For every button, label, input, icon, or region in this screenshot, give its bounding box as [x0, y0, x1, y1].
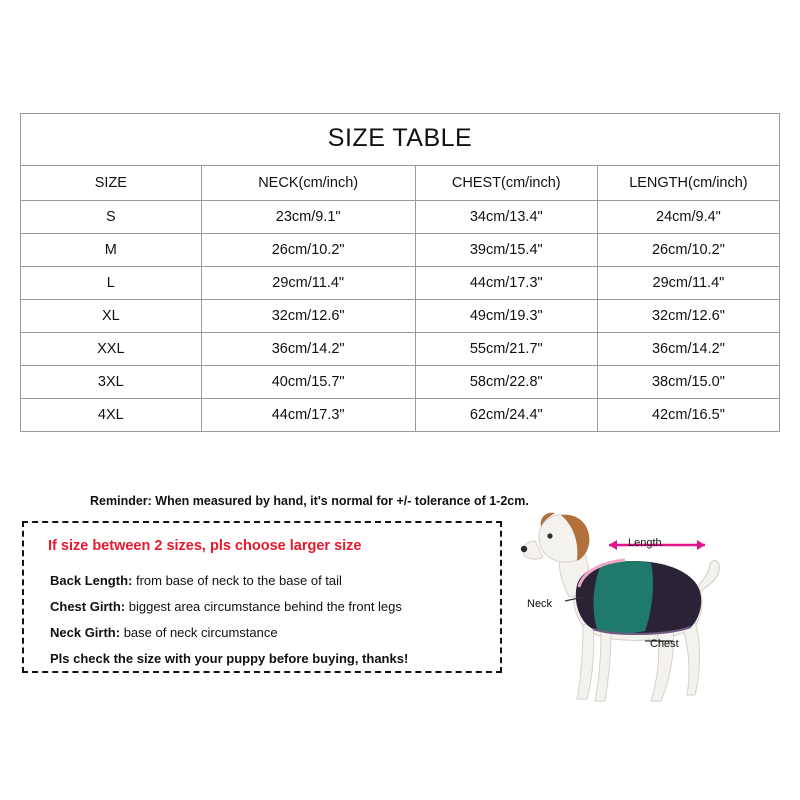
cell-chest: 49cm/19.3"	[415, 300, 597, 333]
column-header-neck: NECK(cm/inch)	[201, 166, 415, 201]
table-row	[21, 201, 780, 234]
cell-chest: 34cm/13.4"	[415, 201, 597, 234]
table-row	[21, 366, 780, 399]
size-table	[20, 113, 780, 432]
cell-length: 32cm/12.6"	[597, 300, 779, 333]
cell-chest: 62cm/24.4"	[415, 399, 597, 432]
cell-chest: 55cm/21.7"	[415, 333, 597, 366]
guide-desc-chest-girth: biggest area circumstance behind the front legs	[125, 599, 402, 614]
cell-size: XXL	[21, 333, 202, 366]
guide-line-chest-girth	[50, 599, 402, 614]
guide-term-neck-girth: Neck Girth:	[50, 625, 121, 640]
dog-hind-leg-far	[681, 621, 700, 695]
cell-length: 29cm/11.4"	[597, 267, 779, 300]
cell-chest: 39cm/15.4"	[415, 234, 597, 267]
cell-neck: 44cm/17.3"	[201, 399, 415, 432]
guide-term-chest-girth: Chest Girth:	[50, 599, 126, 614]
cell-neck: 32cm/12.6"	[201, 300, 415, 333]
cell-size: S	[21, 201, 202, 234]
guide-line-back-length	[50, 573, 342, 588]
column-header-length: LENGTH(cm/inch)	[597, 166, 779, 201]
cell-neck: 26cm/10.2"	[201, 234, 415, 267]
guide-desc-back-length: from base of neck to the base of tail	[132, 573, 342, 588]
dog-eye	[547, 533, 552, 538]
guide-desc-neck-girth: base of neck circumstance	[120, 625, 278, 640]
table-row	[21, 333, 780, 366]
guide-term-back-length: Back Length:	[50, 573, 133, 588]
label-neck: Neck	[527, 598, 553, 610]
label-length: Length	[628, 537, 662, 549]
cell-neck: 23cm/9.1"	[201, 201, 415, 234]
dog-front-leg-far	[595, 629, 611, 701]
dog-illustration	[505, 505, 790, 735]
cell-size: L	[21, 267, 202, 300]
guide-line-neck-girth	[50, 625, 278, 640]
length-arrow-left	[609, 540, 617, 550]
column-header-chest: CHEST(cm/inch)	[415, 166, 597, 201]
cell-length: 26cm/10.2"	[597, 234, 779, 267]
label-chest: Chest	[650, 638, 679, 650]
column-header-size: SIZE	[21, 166, 202, 201]
reminder-text: Reminder: When measured by hand, it's normal for +/- tolerance of 1-2cm.	[90, 494, 529, 508]
dog-coat-green-panel	[594, 561, 653, 634]
cell-neck: 40cm/15.7"	[201, 366, 415, 399]
guide-closing-note: Pls check the size with your puppy before buying, thanks!	[50, 651, 409, 666]
table-header-row	[21, 166, 780, 201]
cell-chest: 44cm/17.3"	[415, 267, 597, 300]
table-row	[21, 267, 780, 300]
table-row	[21, 234, 780, 267]
length-arrow-right	[697, 540, 705, 550]
cell-length: 24cm/9.4"	[597, 201, 779, 234]
table-row	[21, 300, 780, 333]
table-row	[21, 399, 780, 432]
cell-size: 3XL	[21, 366, 202, 399]
size-advice-headline: If size between 2 sizes, pls choose larger size	[48, 538, 362, 554]
dog-nose	[521, 546, 527, 552]
cell-size: 4XL	[21, 399, 202, 432]
cell-neck: 29cm/11.4"	[201, 267, 415, 300]
dog-front-leg-near	[577, 623, 594, 699]
page-title: SIZE TABLE	[21, 114, 780, 166]
cell-length: 42cm/16.5"	[597, 399, 779, 432]
cell-length: 38cm/15.0"	[597, 366, 779, 399]
cell-neck: 36cm/14.2"	[201, 333, 415, 366]
measuring-guide-box	[22, 521, 502, 673]
size-table-container	[20, 113, 780, 432]
cell-size: XL	[21, 300, 202, 333]
cell-chest: 58cm/22.8"	[415, 366, 597, 399]
cell-length: 36cm/14.2"	[597, 333, 779, 366]
table-title-row	[21, 114, 780, 166]
cell-size: M	[21, 234, 202, 267]
